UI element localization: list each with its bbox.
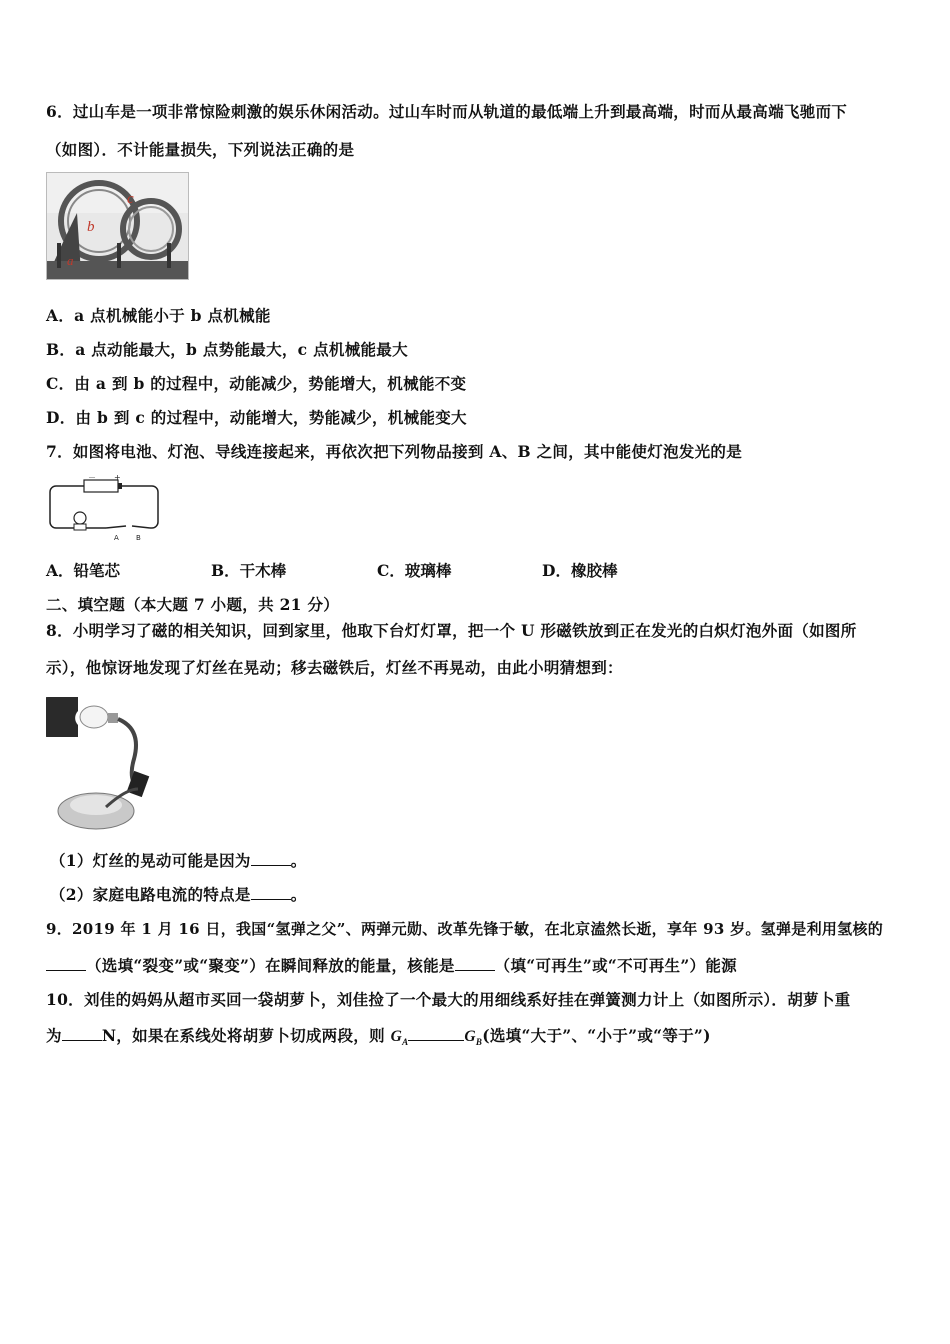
q7-option-d: D．橡胶棒 (542, 561, 618, 580)
q7-option-b: B．干木棒 (211, 561, 287, 580)
q10-blank-compare[interactable] (408, 1026, 464, 1041)
q10-symbol-ga: $G_A$ (390, 1028, 409, 1048)
q8-sub1 (50, 851, 307, 871)
q7-stem: 7．如图将电池、灯泡、导线连接起来，再依次把下列物品接到 A、B 之间，其中能使灯泡发光的是 (46, 442, 743, 461)
lamp-magnet-figure (46, 689, 150, 834)
q10-symbol-gb: $G_B$ (464, 1028, 483, 1048)
q10-stem-line1: 10．刘佳的妈妈从超市买回一袋胡萝卜，刘佳捡了一个最大的用细线系好挂在弹簧测力计上（如图所示）．胡萝卜重 (46, 990, 851, 1009)
figure-label-c: c (127, 191, 134, 207)
q8-sub2-text: （2）家庭电路电流的特点是 (50, 885, 251, 904)
q9-blank-1[interactable] (46, 956, 86, 971)
q6-option-c: C．由 a 到 b 的过程中，动能减少，势能增大，机械能不变 (46, 374, 467, 393)
figure-label-b: b (87, 219, 95, 235)
q8-sub2-blank[interactable] (251, 885, 291, 900)
q9-stem-line2 (46, 956, 737, 976)
q8-sub2 (50, 885, 307, 905)
circuit-figure (46, 474, 162, 543)
figure-label-a: a (67, 253, 74, 268)
q8-sub2-end: 。 (290, 885, 307, 904)
q10-stem-line2 (46, 1026, 711, 1052)
q6-stem-line1: 6．过山车是一项非常惊险刺激的娱乐休闲活动。过山车时而从轨道的最低端上升到最高端，时而从最高端飞驰而下 (46, 102, 848, 121)
q8-sub1-blank[interactable] (251, 851, 291, 866)
section-heading: 二、填空题（本大题 7 小题，共 21 分） (46, 595, 340, 614)
terminal-a-label: A (114, 534, 119, 542)
q8-sub1-end: 。 (290, 851, 307, 870)
q10-line2-c: (选填“大于”、“小于”或“等于”) (482, 1026, 711, 1045)
q7-option-c: C．玻璃棒 (377, 561, 452, 580)
terminal-b-label: B (136, 534, 141, 542)
q6-option-a: A．a 点机械能小于 b 点机械能 (46, 306, 271, 325)
q10-line2-b: N，如果在系线处将胡萝卜切成两段，则 (101, 1026, 385, 1045)
q9-line2-b: （填“可再生”或“不可再生”）能源 (494, 956, 737, 975)
q8-sub1-text: （1）灯丝的晃动可能是因为 (50, 851, 251, 870)
q9-stem-line1: 9．2019 年 1 月 16 日，我国“氢弹之父”、两弹元勋、改革先锋于敏，在北京溘然长逝，享年 93 岁。氢弹是利用氢核的 (46, 920, 884, 938)
q7-option-a: A．铅笔芯 (46, 561, 121, 580)
q6-stem-line2: （如图）．不计能量损失，下列说法正确的是 (46, 140, 355, 159)
battery-plus-label: + (114, 474, 121, 482)
q6-option-b: B．a 点动能最大，b 点势能最大，c 点机械能最大 (46, 340, 408, 359)
q8-stem-line1: 8．小明学习了磁的相关知识，回到家里，他取下台灯灯罩，把一个 U 形磁铁放到正在发光的白炽灯泡外面（如图所 (46, 621, 857, 640)
q10-line2-a: 为 (46, 1026, 62, 1045)
q10-blank-weight[interactable] (62, 1026, 102, 1041)
battery-minus-label: － (88, 474, 96, 482)
rollercoaster-figure (46, 172, 189, 280)
q9-line2-a: （选填“裂变”或“聚变”）在瞬间释放的能量，核能是 (86, 956, 455, 975)
q6-option-d: D．由 b 到 c 的过程中，动能增大，势能减少，机械能变大 (46, 408, 467, 427)
q9-blank-2[interactable] (455, 956, 495, 971)
q8-stem-line2: 示），他惊讶地发现了灯丝在晃动；移去磁铁后，灯丝不再晃动，由此小明猜想到： (46, 658, 623, 677)
